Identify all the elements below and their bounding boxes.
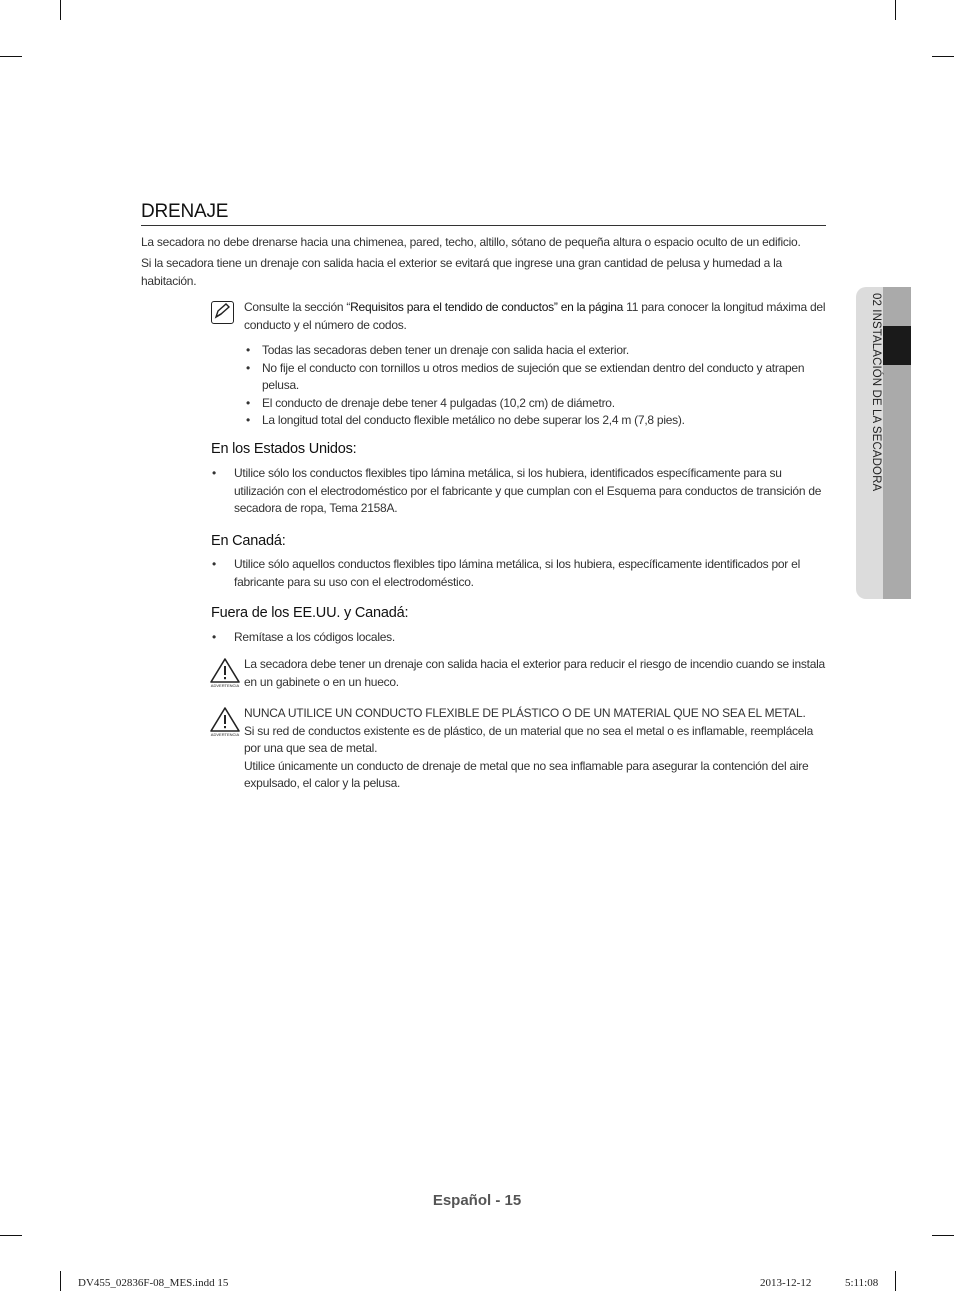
- crop-mark: [0, 1235, 22, 1236]
- list-item: • Utilice sólo aquellos conductos flexibles tipo lámina metálica, si los hubiera, específicamente identificados por el fabricante para su uso con el electrodoméstico.: [212, 557, 800, 589]
- footer-time: 5:11:08: [845, 1277, 879, 1289]
- crop-mark: [0, 56, 22, 57]
- warning-triangle-icon: [209, 707, 241, 739]
- canada-bullet-list: [212, 556, 826, 591]
- other-heading: Fuera de los EE.UU. y Canadá:: [211, 605, 409, 621]
- crop-mark: [60, 1271, 61, 1291]
- warning-text: La secadora debe tener un drenaje con salida hacia el exterior para reducir el riesgo de incendio cuando se instala en un gabinete o en un hueco.: [244, 657, 825, 689]
- warning-triangle-icon: [209, 658, 241, 690]
- usa-bullet-list: [212, 465, 826, 518]
- list-item: • Utilice sólo los conductos flexibles tipo lámina metálica, si los hubiera, identificados específicamente para su utilización con el electrodoméstico por el fabricante y que cumplan con el Esquema para conductos de transición de secadora de ropa, Tema 2158A.: [212, 466, 822, 515]
- list-item: • Remítase a los códigos locales.: [212, 630, 395, 644]
- warning-line: NUNCA UTILICE UN CONDUCTO FLEXIBLE DE PLÁSTICO O DE UN MATERIAL QUE NO SEA EL METAL.: [244, 706, 806, 720]
- warning-line: Si su red de conductos existente es de plástico, de un material que no sea el metal o es inflamable, reemplácela por una que sea de metal.: [244, 723, 814, 755]
- crop-mark: [895, 0, 896, 20]
- note-text: [244, 299, 826, 334]
- canada-heading: En Canadá:: [211, 533, 286, 549]
- chapter-tab-marker: [883, 326, 911, 365]
- warning-line: Utilice únicamente un conducto de drenaje de metal que no sea inflamable para asegurar la contención del aire expulsado, el calor y la pelusa.: [244, 758, 809, 790]
- list-item: • Todas las secadoras deben tener un drenaje con salida hacia el exterior.: [246, 343, 629, 357]
- list-item: • La longitud total del conducto flexible metálico no debe superar los 2,4 m (7,8 pies).: [246, 413, 685, 427]
- other-bullet-list: [212, 629, 826, 647]
- note-pencil-icon: [211, 301, 234, 324]
- section-title: DRENAJE: [141, 201, 826, 226]
- list-item: • No fije el conducto con tornillos u otros medios de sujeción que se extiendan dentro del conducto y atrapen pelusa.: [246, 360, 805, 392]
- footer-date: 2013-12-12: [760, 1277, 812, 1289]
- list-item: • El conducto de drenaje debe tener 4 pulgadas (10,2 cm) de diámetro.: [246, 395, 615, 410]
- page-number: Español - 15: [432, 1192, 522, 1209]
- footer-filename: DV455_02836F-08_MES.indd 15: [78, 1277, 229, 1289]
- warning-label: ADVERTENCIA: [210, 683, 240, 688]
- note-bullet-list: [246, 342, 822, 430]
- intro-paragraph: Si la secadora tiene un drenaje con salida hacia el exterior se evitará que ingrese una gran cantidad de pelusa y humedad a la habitación.: [141, 256, 782, 288]
- note-link-text: Requisitos para el tendido de conductos” en la página: [350, 300, 624, 314]
- warning-label: ADVERTENCIA: [210, 732, 240, 737]
- crop-mark: [895, 1271, 896, 1291]
- crop-mark: [932, 56, 954, 57]
- crop-mark: [932, 1235, 954, 1236]
- chapter-label: 02 INSTALACIÓN DE LA SECADORA: [870, 293, 882, 492]
- note-suffix: 11 para conocer la longitud máxima del conducto y el número de codos.: [244, 300, 826, 332]
- warning-text: [244, 705, 826, 793]
- intro-paragraph: La secadora no debe drenarse hacia una chimenea, pared, techo, altillo, sótano de pequeña altura o espacio oculto de un edificio.: [141, 235, 801, 249]
- crop-mark: [60, 0, 61, 20]
- usa-heading: En los Estados Unidos:: [211, 441, 357, 457]
- note-prefix: Consulte la sección “: [244, 300, 351, 314]
